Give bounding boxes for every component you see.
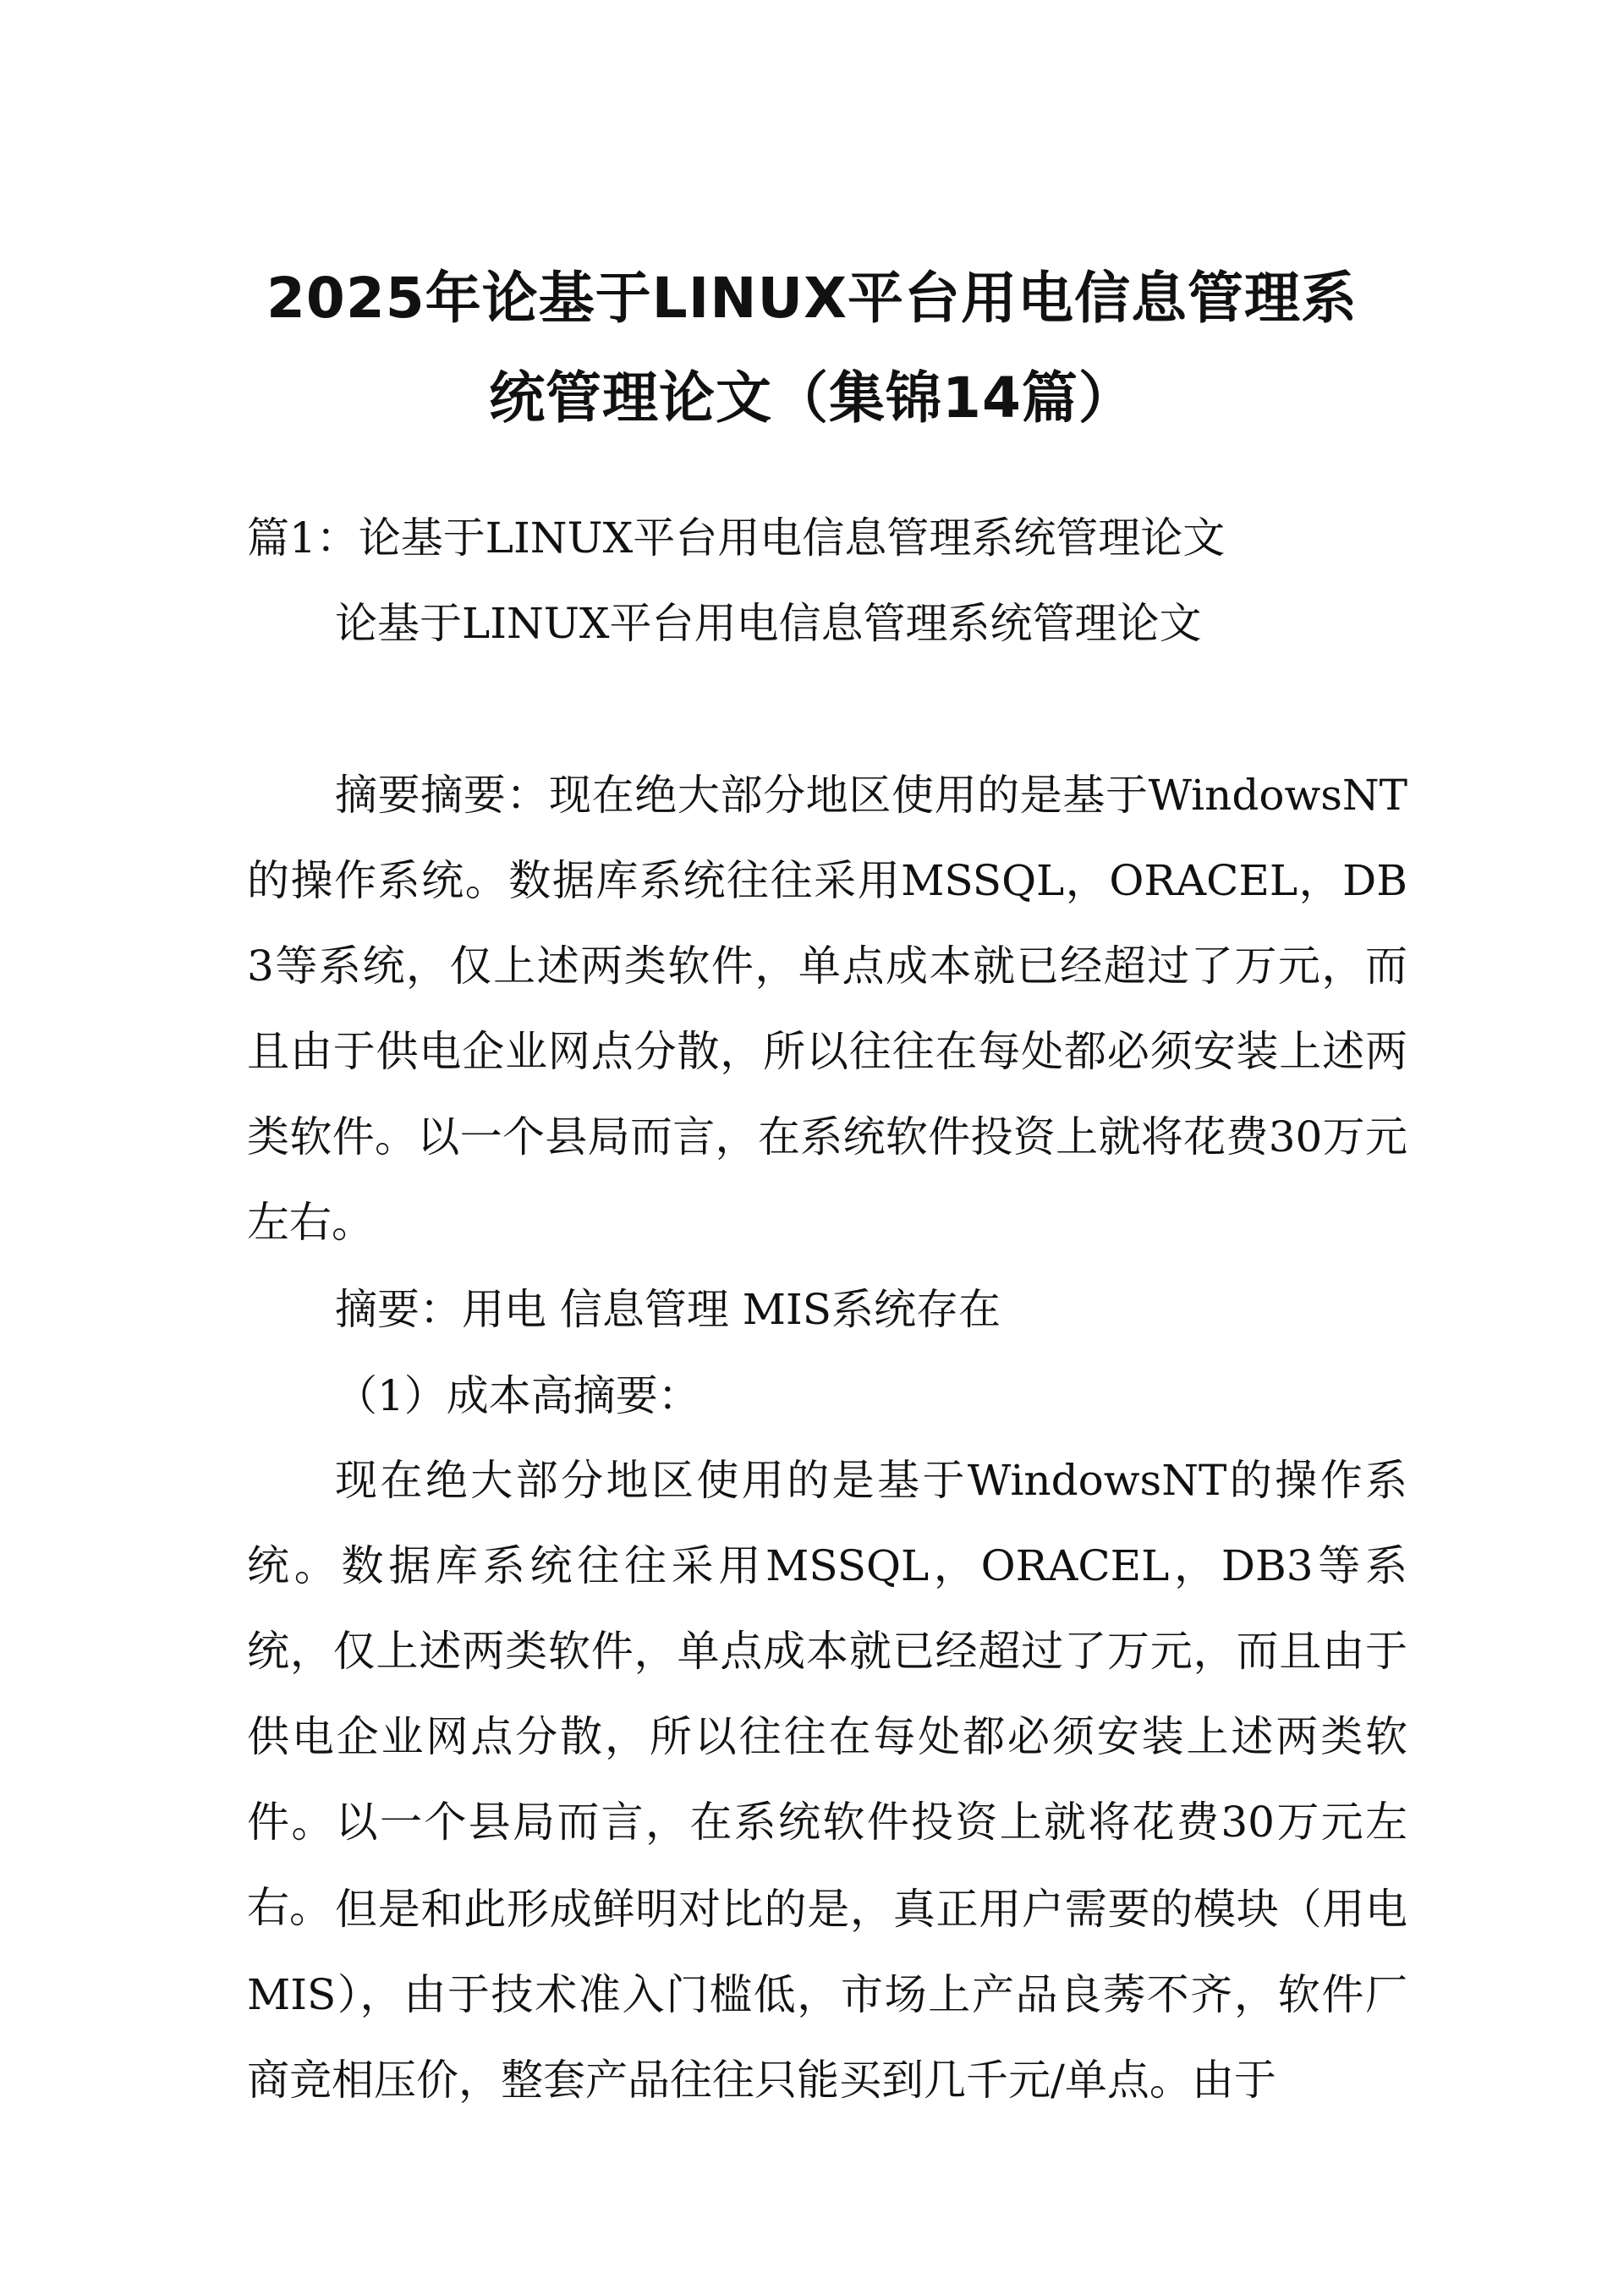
cost-heading: （1）成本高摘要： [335,1371,700,1420]
abstract-line: 摘要：用电 信息管理 MIS系统存在 [335,1285,1001,1334]
section-subtitle: 论基于LINUX平台用电信息管理系统管理论文 [335,599,1202,648]
contrast-paragraph: 但是和此形成鲜明对比的是，真正用户需要的模块（用电MIS），由于技术准入门槛低，市场上产品良莠不齐，软件厂商竞相压价，整套产品往往只能买到几千元/单点。由于 [247,1885,1407,2105]
section-heading: 篇1：论基于LINUX平台用电信息管理系统管理论文 [247,513,1226,563]
document-title-line-2: 统管理论文（集锦14篇） [489,365,1135,431]
cost-paragraph: 现在绝大部分地区使用的是基于WindowsNT的操作系统。数据库系统往往采用MSSQL，ORACEL，DB3等系统，仅上述两类软件，单点成本就已经超过了万元，而且由于供电企业网点分散，所以往往在每处都必须安装上述两类软件。以一个县局而言，在系统软件投资上就将花费30万元左右。 [247,1456,1407,1932]
abstract-paragraph: 摘要摘要：现在绝大部分地区使用的是基于WindowsNT的操作系统。数据库系统往往采用MSSQL，ORACEL，DB3等系统，仅上述两类软件，单点成本就已经超过了万元，而且由于供电企业网点分散，所以往往在每处都必须安装上述两类软件。以一个县局而言，在系统软件投资上就将花费30万元左右。 [247,771,1407,1247]
document-title-line-1: 2025年论基于LINUX平台用电信息管理系 [266,266,1358,331]
